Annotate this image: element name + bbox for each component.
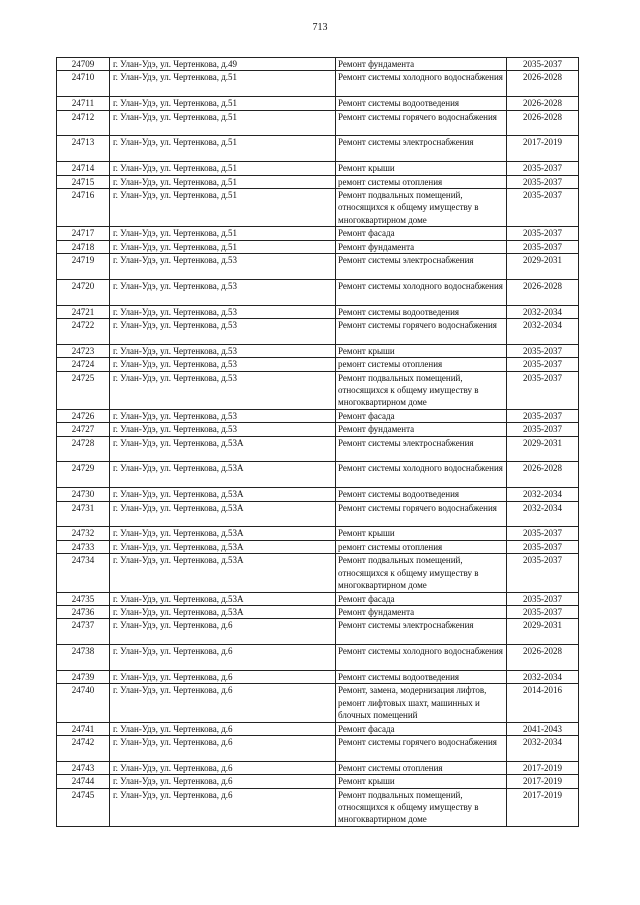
work-type-cell: Ремонт системы электроснабжения: [336, 436, 507, 462]
row-number: 24724: [57, 358, 110, 371]
address-cell: г. Улан-Удэ, ул. Чертенкова, д.6: [110, 619, 336, 645]
period-cell: 2032-2034: [507, 488, 579, 501]
work-type-cell: Ремонт системы горячего водоснабжения: [336, 319, 507, 345]
period-cell: 2035-2037: [507, 554, 579, 592]
period-cell: 2026-2028: [507, 110, 579, 136]
work-type-cell: Ремонт системы горячего водоснабжения: [336, 501, 507, 527]
table-row: [57, 371, 579, 409]
work-type-cell: Ремонт системы электроснабжения: [336, 136, 507, 162]
row-number: 24736: [57, 605, 110, 618]
address-cell: г. Улан-Удэ, ул. Чертенкова, д.53: [110, 344, 336, 357]
table-row: [57, 189, 579, 227]
address-cell: г. Улан-Удэ, ул. Чертенкова, д.51: [110, 71, 336, 97]
table-row: [57, 344, 579, 357]
row-number: 24732: [57, 527, 110, 540]
address-cell: г. Улан-Удэ, ул. Чертенкова, д.53А: [110, 592, 336, 605]
table-row: [57, 488, 579, 501]
row-number: 24728: [57, 436, 110, 462]
address-cell: г. Улан-Удэ, ул. Чертенкова, д.51: [110, 189, 336, 227]
period-cell: 2032-2034: [507, 319, 579, 345]
period-cell: 2035-2037: [507, 240, 579, 253]
address-cell: г. Улан-Удэ, ул. Чертенкова, д.53: [110, 409, 336, 422]
work-type-cell: Ремонт системы холодного водоснабжения: [336, 279, 507, 305]
table-row: [57, 722, 579, 735]
address-cell: г. Улан-Удэ, ул. Чертенкова, д.51: [110, 227, 336, 240]
table-body: [57, 58, 579, 827]
address-cell: г. Улан-Удэ, ул. Чертенкова, д.53А: [110, 462, 336, 488]
row-number: 24722: [57, 319, 110, 345]
address-cell: г. Улан-Удэ, ул. Чертенкова, д.6: [110, 775, 336, 788]
address-cell: г. Улан-Удэ, ул. Чертенкова, д.51: [110, 175, 336, 188]
table-row: [57, 136, 579, 162]
period-cell: 2026-2028: [507, 462, 579, 488]
work-type-cell: Ремонт, замена, модернизация лифтов, ремонт лифтовых шахт, машинных и блочных помещений: [336, 684, 507, 722]
work-type-cell: Ремонт фасада: [336, 227, 507, 240]
work-type-cell: Ремонт подвальных помещений, относящихся к общему имуществу в многоквартирном доме: [336, 788, 507, 826]
table-row: [57, 645, 579, 671]
address-cell: г. Улан-Удэ, ул. Чертенкова, д.51: [110, 136, 336, 162]
work-type-cell: Ремонт крыши: [336, 344, 507, 357]
row-number: 24717: [57, 227, 110, 240]
table-row: [57, 227, 579, 240]
address-cell: г. Улан-Удэ, ул. Чертенкова, д.53А: [110, 554, 336, 592]
period-cell: 2032-2034: [507, 670, 579, 683]
work-type-cell: Ремонт крыши: [336, 162, 507, 175]
row-number: 24716: [57, 189, 110, 227]
row-number: 24745: [57, 788, 110, 826]
row-number: 24727: [57, 423, 110, 436]
work-type-cell: Ремонт фундамента: [336, 240, 507, 253]
work-type-cell: Ремонт системы водоотведения: [336, 488, 507, 501]
address-cell: г. Улан-Удэ, ул. Чертенкова, д.53: [110, 254, 336, 280]
period-cell: 2035-2037: [507, 540, 579, 553]
row-number: 24740: [57, 684, 110, 722]
row-number: 24738: [57, 645, 110, 671]
period-cell: 2035-2037: [507, 189, 579, 227]
work-type-cell: Ремонт фасада: [336, 409, 507, 422]
row-number: 24737: [57, 619, 110, 645]
period-cell: 2032-2034: [507, 735, 579, 761]
period-cell: 2035-2037: [507, 409, 579, 422]
period-cell: 2017-2019: [507, 761, 579, 774]
table-row: [57, 305, 579, 318]
row-number: 24720: [57, 279, 110, 305]
period-cell: 2035-2037: [507, 162, 579, 175]
table-row: [57, 540, 579, 553]
address-cell: г. Улан-Удэ, ул. Чертенкова, д.51: [110, 240, 336, 253]
work-type-cell: Ремонт системы водоотведения: [336, 670, 507, 683]
table-row: [57, 71, 579, 97]
row-number: 24725: [57, 371, 110, 409]
address-cell: г. Улан-Удэ, ул. Чертенкова, д.49: [110, 58, 336, 71]
table-row: [57, 554, 579, 592]
table-row: [57, 735, 579, 761]
row-number: 24710: [57, 71, 110, 97]
table-row: [57, 761, 579, 774]
row-number: 24714: [57, 162, 110, 175]
work-type-cell: Ремонт подвальных помещений, относящихся к общему имуществу в многоквартирном доме: [336, 189, 507, 227]
table-row: [57, 162, 579, 175]
row-number: 24735: [57, 592, 110, 605]
table-row: [57, 175, 579, 188]
row-number: 24709: [57, 58, 110, 71]
row-number: 24742: [57, 735, 110, 761]
address-cell: г. Улан-Удэ, ул. Чертенкова, д.53А: [110, 540, 336, 553]
address-cell: г. Улан-Удэ, ул. Чертенкова, д.6: [110, 684, 336, 722]
table-row: [57, 409, 579, 422]
address-cell: г. Улан-Удэ, ул. Чертенкова, д.51: [110, 162, 336, 175]
period-cell: 2041-2043: [507, 722, 579, 735]
period-cell: 2029-2031: [507, 254, 579, 280]
row-number: 24711: [57, 97, 110, 110]
address-cell: г. Улан-Удэ, ул. Чертенкова, д.6: [110, 788, 336, 826]
row-number: 24730: [57, 488, 110, 501]
row-number: 24739: [57, 670, 110, 683]
table-row: [57, 110, 579, 136]
address-cell: г. Улан-Удэ, ул. Чертенкова, д.53А: [110, 605, 336, 618]
work-type-cell: ремонт системы отопления: [336, 175, 507, 188]
address-cell: г. Улан-Удэ, ул. Чертенкова, д.53А: [110, 527, 336, 540]
work-type-cell: Ремонт фундамента: [336, 423, 507, 436]
row-number: 24723: [57, 344, 110, 357]
row-number: 24719: [57, 254, 110, 280]
table-row: [57, 501, 579, 527]
work-type-cell: Ремонт фундамента: [336, 605, 507, 618]
address-cell: г. Улан-Удэ, ул. Чертенкова, д.53А: [110, 488, 336, 501]
address-cell: г. Улан-Удэ, ул. Чертенкова, д.6: [110, 670, 336, 683]
work-type-cell: Ремонт системы холодного водоснабжения: [336, 645, 507, 671]
work-type-cell: ремонт системы отопления: [336, 358, 507, 371]
address-cell: г. Улан-Удэ, ул. Чертенкова, д.6: [110, 722, 336, 735]
period-cell: 2035-2037: [507, 371, 579, 409]
period-cell: 2035-2037: [507, 58, 579, 71]
address-cell: г. Улан-Удэ, ул. Чертенкова, д.6: [110, 735, 336, 761]
period-cell: 2017-2019: [507, 136, 579, 162]
address-cell: г. Улан-Удэ, ул. Чертенкова, д.53: [110, 319, 336, 345]
row-number: 24743: [57, 761, 110, 774]
table-row: [57, 684, 579, 722]
row-number: 24731: [57, 501, 110, 527]
row-number: 24744: [57, 775, 110, 788]
table-row: [57, 254, 579, 280]
address-cell: г. Улан-Удэ, ул. Чертенкова, д.53: [110, 279, 336, 305]
row-number: 24721: [57, 305, 110, 318]
period-cell: 2035-2037: [507, 358, 579, 371]
work-type-cell: Ремонт системы водоотведения: [336, 97, 507, 110]
work-type-cell: Ремонт системы горячего водоснабжения: [336, 110, 507, 136]
table-row: [57, 319, 579, 345]
table-row: [57, 619, 579, 645]
work-type-cell: Ремонт крыши: [336, 775, 507, 788]
address-cell: г. Улан-Удэ, ул. Чертенкова, д.53: [110, 358, 336, 371]
row-number: 24729: [57, 462, 110, 488]
row-number: 24733: [57, 540, 110, 553]
table-row: [57, 97, 579, 110]
table-row: [57, 423, 579, 436]
row-number: 24726: [57, 409, 110, 422]
address-cell: г. Улан-Удэ, ул. Чертенкова, д.6: [110, 645, 336, 671]
address-cell: г. Улан-Удэ, ул. Чертенкова, д.53: [110, 371, 336, 409]
row-number: 24712: [57, 110, 110, 136]
table-row: [57, 592, 579, 605]
period-cell: 2035-2037: [507, 175, 579, 188]
row-number: 24734: [57, 554, 110, 592]
row-number: 24713: [57, 136, 110, 162]
table-row: [57, 436, 579, 462]
repair-schedule-table: [56, 57, 579, 827]
table-row: [57, 788, 579, 826]
work-type-cell: Ремонт системы электроснабжения: [336, 619, 507, 645]
table-row: [57, 358, 579, 371]
address-cell: г. Улан-Удэ, ул. Чертенкова, д.6: [110, 761, 336, 774]
row-number: 24718: [57, 240, 110, 253]
period-cell: 2026-2028: [507, 645, 579, 671]
table-row: [57, 279, 579, 305]
work-type-cell: Ремонт фасада: [336, 592, 507, 605]
row-number: 24715: [57, 175, 110, 188]
address-cell: г. Улан-Удэ, ул. Чертенкова, д.51: [110, 110, 336, 136]
period-cell: 2035-2037: [507, 227, 579, 240]
period-cell: 2032-2034: [507, 501, 579, 527]
table-row: [57, 775, 579, 788]
address-cell: г. Улан-Удэ, ул. Чертенкова, д.53А: [110, 501, 336, 527]
work-type-cell: Ремонт фундамента: [336, 58, 507, 71]
table-row: [57, 58, 579, 71]
address-cell: г. Улан-Удэ, ул. Чертенкова, д.53: [110, 423, 336, 436]
period-cell: 2035-2037: [507, 344, 579, 357]
table-row: [57, 527, 579, 540]
table-row: [57, 240, 579, 253]
table-row: [57, 670, 579, 683]
work-type-cell: Ремонт крыши: [336, 527, 507, 540]
work-type-cell: Ремонт системы холодного водоснабжения: [336, 71, 507, 97]
period-cell: 2026-2028: [507, 71, 579, 97]
work-type-cell: Ремонт системы электроснабжения: [336, 254, 507, 280]
work-type-cell: ремонт системы отопления: [336, 540, 507, 553]
period-cell: 2035-2037: [507, 605, 579, 618]
period-cell: 2035-2037: [507, 592, 579, 605]
period-cell: 2017-2019: [507, 788, 579, 826]
work-type-cell: Ремонт системы отопления: [336, 761, 507, 774]
work-type-cell: Ремонт системы горячего водоснабжения: [336, 735, 507, 761]
table-row: [57, 462, 579, 488]
period-cell: 2029-2031: [507, 619, 579, 645]
work-type-cell: Ремонт подвальных помещений, относящихся к общему имуществу в многоквартирном доме: [336, 371, 507, 409]
work-type-cell: Ремонт подвальных помещений, относящихся к общему имуществу в многоквартирном доме: [336, 554, 507, 592]
work-type-cell: Ремонт системы водоотведения: [336, 305, 507, 318]
period-cell: 2026-2028: [507, 279, 579, 305]
period-cell: 2017-2019: [507, 775, 579, 788]
period-cell: 2029-2031: [507, 436, 579, 462]
work-type-cell: Ремонт фасада: [336, 722, 507, 735]
address-cell: г. Улан-Удэ, ул. Чертенкова, д.51: [110, 97, 336, 110]
row-number: 24741: [57, 722, 110, 735]
page-number: 713: [312, 22, 328, 33]
period-cell: 2035-2037: [507, 423, 579, 436]
period-cell: 2035-2037: [507, 527, 579, 540]
period-cell: 2032-2034: [507, 305, 579, 318]
table-row: [57, 605, 579, 618]
period-cell: 2014-2016: [507, 684, 579, 722]
address-cell: г. Улан-Удэ, ул. Чертенкова, д.53А: [110, 436, 336, 462]
period-cell: 2026-2028: [507, 97, 579, 110]
address-cell: г. Улан-Удэ, ул. Чертенкова, д.53: [110, 305, 336, 318]
work-type-cell: Ремонт системы холодного водоснабжения: [336, 462, 507, 488]
